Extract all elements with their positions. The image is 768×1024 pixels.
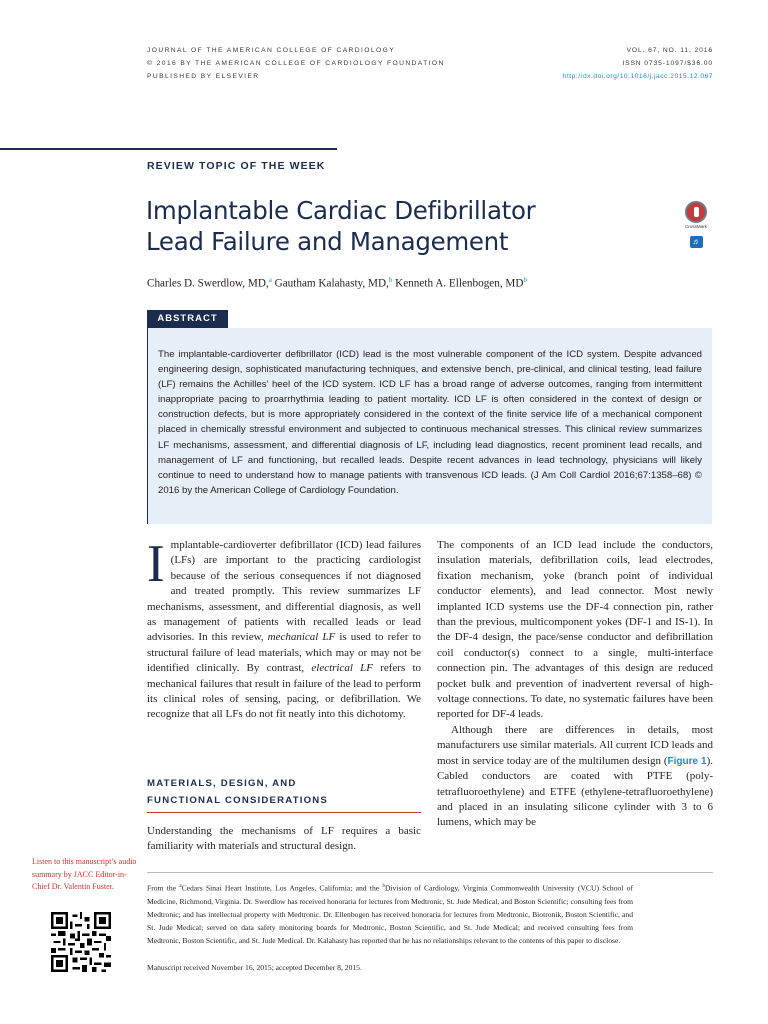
body-column-right xyxy=(437,538,713,831)
term-electrical-lf: electrical LF xyxy=(311,662,373,675)
affiliation-mark: b xyxy=(523,276,527,284)
citation-header xyxy=(563,44,713,83)
author-name: Charles D. Swerdlow, MD, xyxy=(147,277,269,290)
issn-line: ISSN 0735-1097/$36.00 xyxy=(622,60,713,67)
audio-summary-note[interactable]: Listen to this manuscript’s audio summary by JACC Editor-in-Chief Dr. Valentin Fuster. xyxy=(32,857,137,891)
crossmark-label: CrossMark xyxy=(685,224,707,229)
intro-text-a: mplantable-cardioverter defibrillator (ICD) lead failures (LFs) are important to the practicing cardiologist because of the serious consequences if not diagnosed and treated promptly. This review summarizes LF mechanisms, assessment, and differential diagnosis, as well as management of patients with recalled leads or lead advisories. In this review, xyxy=(147,539,421,644)
intro-text-b: is used to refer to structural failure of lead materials, which may or may not be identified clinically. By contrast, xyxy=(147,631,421,675)
publisher-line: PUBLISHED BY ELSEVIER xyxy=(147,73,260,80)
materials-text-a: Although there are differences in details, most manufacturers use similar materials. All current ICD leads and most in service today are of the multilumen design ( xyxy=(437,723,713,767)
speaker-icon[interactable]: ♬ xyxy=(690,236,703,248)
body-column-left xyxy=(147,535,422,723)
copyright-line: © 2016 BY THE AMERICAN COLLEGE OF CARDIOLOGY FOUNDATION xyxy=(147,60,445,67)
abstract-text: The implantable-cardioverter defibrillator (ICD) lead is the most vulnerable component of the ICD system. Despite advanced engineering design, sophisticated manufacturing techniques, and extensive bench, pre-clinical, and clinical testing, lead failure (LF) remains the Achilles’ heel of the ICD system. ICD LF has a broad range of adverse outcomes, ranging from intermittent inappropriate pacing to proarrhythmia leading to patient mortality. ICD LF is often considered in the context of design or construction defects, but is more appropriately considered in the context of the finite service life of a mechanical component placed in chemically stressful environment and subjected to continuous mechanical stresses. This clinical review summarizes LF mechanisms, assessment, and differential diagnosis of LF, including lead diagnostics, recent prominent lead recalls, and management of LF and functioning, but recalled leads. Despite recent advances in lead technology, physicians will likely continue to need to understand how to manage patients with transvenous ICD leads. (J Am Coll Cardiol 2016;67:1358–68) © 2016 by the American College of Cardiology Foundation. xyxy=(158,349,702,496)
components-paragraph: The components of an ICD lead include the conductors, insulation materials, defibrillation coils, lead electrodes, fixation mechanism, yoke (branch point of individual conductor elements), and lead connector. Most newly implanted ICD systems use the DF-4 connection pin, rather than the previous, multicomponent yokes (DF-1 and IS-1). In the DF-4 design, the pace/sense conductor and defibrillation coil conductor(s) connect to a single, multi-interface connection pin. The advantages of this design are reduced pocket bulk and prevention of inadvertent reversal of high-voltage connections. To date, no systematic failures have been reported for DF-4 leads. xyxy=(437,539,713,721)
figure-1-link[interactable]: Figure 1 xyxy=(667,755,707,767)
affiliation-mark: a xyxy=(268,276,272,284)
section-heading xyxy=(147,776,421,809)
affiliation-a: Cedars Sinai Heart Institute, Los Angeles, California; and the xyxy=(181,883,383,893)
materials-text-b: ). Cabled conductors are coated with PTFE (poly-tetrafluoroethylene) and ETFE (ethylene-tetrafluoroethylene) and placed in an insulating silicone cylinder with 3 to 6 lumens, which may be xyxy=(437,754,713,829)
journal-header xyxy=(147,44,445,83)
term-mechanical-lf: mechanical LF xyxy=(267,631,336,644)
affiliation-mark: b xyxy=(388,276,393,284)
affiliation-mark: a xyxy=(179,884,182,889)
doi-link[interactable]: http://dx.doi.org/10.1016/j.jacc.2015.12.067 xyxy=(562,73,713,80)
qr-code-icon[interactable] xyxy=(51,912,111,972)
affiliation-b: Division of Cardiology, Virginia Commonwealth University (VCU) School of Medicine, Richmond, Virginia. Dr. Swerdlow has received honoraria for lectures from Medtronic, St. Jude Medical, and Boston Scientific; consulting fees from Medtronic; and has intellectual property with Medtronic. Dr. Ellenbogen has received honoraria for lectures from Medtronic, Biotronik, Boston Scientific, and St. Jude Medical; served on data safety monitoring boards for Medtronic, Boston Scientific, and St. Jude Medical; and received consulting fees from Medtronic, Boston Scientific, and St. Jude Medical. Dr. Kalahasty has reported that he has no relationships relevant to the contents of this paper to disclose. xyxy=(147,883,634,946)
intro-text-c: refers to mechanical failures that result in failure of the lead to perform its clinical roles of sensing, pacing, or defibrillation. We recognize that all LFs do not fit neatly into this dichotomy. xyxy=(147,662,422,721)
section-paragraph: Understanding the mechanisms of LF requires a basic familiarity with materials and structural design. xyxy=(147,825,421,853)
title-line-2: Lead Failure and Management xyxy=(146,227,509,256)
journal-name: JOURNAL OF THE AMERICAN COLLEGE OF CARDIOLOGY xyxy=(147,47,396,54)
drop-cap: I xyxy=(147,535,165,593)
footnote-from: From the xyxy=(147,883,180,893)
title-line-1: Implantable Cardiac Defibrillator xyxy=(146,196,536,225)
author-name: Kenneth A. Ellenbogen, MD xyxy=(395,277,524,290)
author-list xyxy=(147,276,527,290)
affiliations-footnote xyxy=(147,880,633,948)
section-heading-line-1: MATERIALS, DESIGN, AND xyxy=(147,778,297,789)
header-rule xyxy=(0,148,337,150)
section-heading-line-2: FUNCTIONAL CONSIDERATIONS xyxy=(147,794,329,806)
crossmark-icon xyxy=(685,201,707,223)
manuscript-dates: Manuscript received November 16, 2015; accepted December 8, 2015. xyxy=(147,963,362,972)
materials-paragraph xyxy=(437,723,713,831)
abstract-label: ABSTRACT xyxy=(147,310,228,328)
article-title xyxy=(146,195,616,257)
footnote-rule xyxy=(147,872,713,873)
intro-paragraph xyxy=(147,535,422,723)
crossmark-badge[interactable] xyxy=(682,201,710,229)
volume-line: VOL. 67, NO. 11, 2016 xyxy=(626,47,713,54)
author-name: Gautham Kalahasty, MD, xyxy=(274,277,389,290)
section-rule xyxy=(147,812,421,813)
abstract-rule xyxy=(147,328,148,524)
affiliation-mark: b xyxy=(382,884,385,889)
topic-label: REVIEW TOPIC OF THE WEEK xyxy=(147,160,326,172)
